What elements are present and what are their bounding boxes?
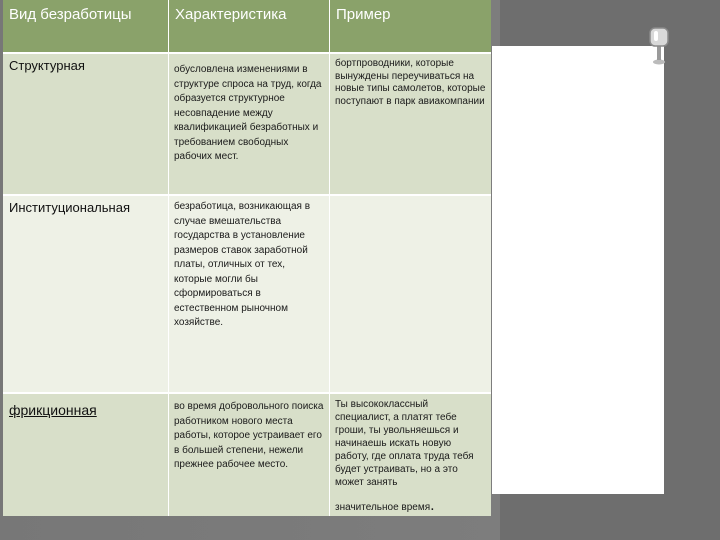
row-type-frictional	[3, 394, 168, 516]
row-example-frictional	[330, 394, 491, 516]
row-type-structural: Структурная	[3, 54, 168, 194]
header-type: Вид безработицы	[3, 0, 168, 52]
row-example-frictional-tail: значительное время.	[335, 497, 435, 514]
row-characteristic-structural: обусловлена изменениями в структуре спроса на труд, когда образуется структурное несовпадение между квалификацией безработных и требованием свободных рабочих мест.	[169, 54, 329, 194]
row-type-frictional-label: фрикционная	[9, 402, 97, 418]
row-type-institutional: Институциональная	[3, 196, 168, 392]
row-characteristic-frictional: во время добровольного поиска работником нового места работы, которое устраивает его в большей степени, нежели прежнее рабочее место.	[169, 394, 329, 516]
unemployment-types-table	[3, 0, 491, 516]
pushpin-icon	[648, 26, 670, 66]
row-example-frictional-text: Ты высококлассный специалист, а платят тебе гроши, ты увольняешься и начинаешь искать новую работу, где оплата труда тебя будет устраивать, но а это может занять	[335, 399, 474, 488]
row-characteristic-institutional: безработица, возникающая в случае вмешательства государства в установление размеров ставок заработной платы, отличных от тех, которые могли бы сформироваться в естественном рыночном хозяйстве.	[169, 196, 329, 392]
row-example-institutional	[330, 196, 491, 392]
row-example-structural: бортпроводники, которые вынуждены переучиваться на новые типы самолетов, которые поступают в парк авиакомпании	[330, 54, 491, 194]
header-characteristic: Характеристика	[169, 0, 329, 52]
pinned-note-paper	[492, 46, 664, 494]
header-example: Пример	[330, 0, 491, 52]
